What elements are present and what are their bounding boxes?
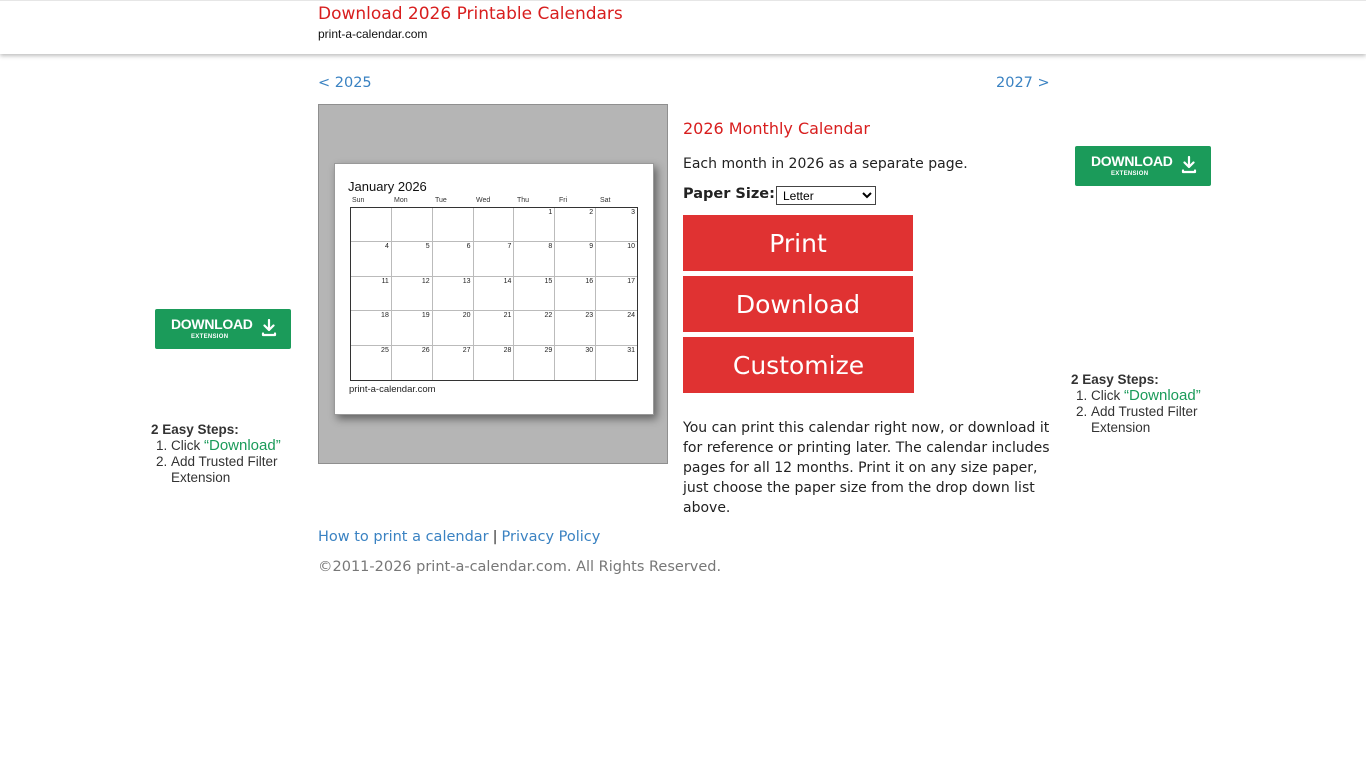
site-name[interactable]: print-a-calendar.com bbox=[318, 27, 428, 41]
prev-year-link[interactable]: < 2025 bbox=[318, 75, 372, 91]
ad-step-quote: “Download” bbox=[1124, 387, 1201, 404]
calendar-day-cell bbox=[433, 242, 474, 276]
ad-step: 2. Add Trusted Filter Extension bbox=[171, 454, 311, 486]
calendar-day-number: 22 bbox=[544, 312, 553, 320]
calendar-day-number: 2 bbox=[589, 209, 594, 216]
next-year-link[interactable]: 2027 > bbox=[996, 75, 1050, 91]
site-header bbox=[0, 0, 1366, 54]
calendar-day-cell bbox=[555, 311, 596, 345]
calendar-day-cell bbox=[514, 346, 555, 380]
ad-button-label: DOWNLOAD bbox=[1091, 153, 1173, 169]
calendar-day-cell bbox=[474, 242, 515, 276]
calendar-day-number: 31 bbox=[627, 346, 635, 354]
paper-size-select[interactable] bbox=[776, 186, 876, 205]
copyright-text: ©2011-2026 print-a-calendar.com. All Rights Reserved. bbox=[318, 559, 722, 575]
calendar-day-cell bbox=[596, 208, 637, 242]
ad-steps bbox=[1071, 372, 1231, 436]
calendar-day-number: 12 bbox=[421, 277, 430, 285]
calendar-day-cell bbox=[433, 208, 474, 242]
calendar-type-title: 2026 Monthly Calendar bbox=[683, 119, 870, 138]
calendar-day-cell bbox=[392, 277, 433, 311]
calendar-day-cell bbox=[514, 242, 555, 276]
calendar-day-number: 26 bbox=[421, 346, 430, 354]
calendar-day-cell bbox=[351, 208, 392, 242]
calendar-day-cell bbox=[474, 346, 515, 380]
customize-button[interactable]: Customize bbox=[683, 337, 914, 393]
calendar-day-cell bbox=[351, 311, 392, 345]
download-extension-ad-button[interactable] bbox=[1075, 146, 1211, 186]
download-arrow-icon bbox=[1181, 156, 1197, 174]
calendar-day-number: 1 bbox=[548, 209, 553, 216]
how-to-print-link[interactable]: How to print a calendar bbox=[318, 529, 489, 545]
calendar-day-cell bbox=[433, 277, 474, 311]
calendar-day-number: 28 bbox=[503, 346, 512, 354]
calendar-day-cell bbox=[514, 277, 555, 311]
calendar-page-footer: print-a-calendar.com bbox=[349, 384, 436, 395]
ad-steps-title: 2 Easy Steps: bbox=[1071, 372, 1159, 387]
calendar-day-cell bbox=[351, 346, 392, 380]
calendar-day-number: 3 bbox=[631, 209, 635, 216]
calendar-day-number: 21 bbox=[503, 312, 512, 320]
calendar-day-number: 20 bbox=[462, 312, 471, 320]
calendar-day-cell bbox=[392, 242, 433, 276]
ad-step bbox=[171, 438, 311, 454]
weekday-label: Thu bbox=[517, 197, 530, 204]
calendar-day-number: 16 bbox=[585, 277, 594, 285]
calendar-day-cell bbox=[555, 208, 596, 242]
calendar-month-title: January 2026 bbox=[348, 179, 427, 194]
ad-steps-list bbox=[1071, 388, 1231, 436]
ad-steps-list bbox=[151, 438, 311, 486]
ad-step-text: Click bbox=[1091, 388, 1124, 403]
calendar-day-number: 17 bbox=[627, 277, 635, 285]
calendar-day-cell bbox=[514, 311, 555, 345]
calendar-day-number: 18 bbox=[381, 312, 389, 320]
calendar-description: Each month in 2026 as a separate page. bbox=[683, 156, 968, 172]
calendar-day-cell bbox=[555, 346, 596, 380]
calendar-day-cell bbox=[596, 242, 637, 276]
weekday-label: Sun bbox=[352, 197, 365, 204]
download-button[interactable]: Download bbox=[683, 276, 913, 332]
calendar-day-number: 25 bbox=[381, 346, 389, 354]
print-button[interactable]: Print bbox=[683, 215, 913, 271]
calendar-day-number: 4 bbox=[384, 243, 389, 251]
calendar-day-cell bbox=[392, 311, 433, 345]
download-extension-ad-button[interactable] bbox=[155, 309, 291, 349]
footer-separator: | bbox=[492, 529, 498, 545]
calendar-page-preview bbox=[334, 163, 654, 415]
privacy-policy-link[interactable]: Privacy Policy bbox=[501, 529, 601, 545]
calendar-day-number: 8 bbox=[548, 243, 553, 251]
calendar-info-text: You can print this calendar right now, or download it for reference or printing later. The calendar includes pages for all 12 months. Print it on any size paper, just choose the paper size from the drop down list above. bbox=[683, 420, 1050, 516]
ad-button-label: DOWNLOAD bbox=[171, 316, 253, 332]
calendar-day-cell bbox=[596, 311, 637, 345]
calendar-day-number: 7 bbox=[507, 243, 512, 251]
calendar-day-cell bbox=[474, 277, 515, 311]
ad-step: 2. Add Trusted Filter Extension bbox=[1091, 404, 1231, 436]
calendar-day-cell bbox=[433, 346, 474, 380]
calendar-day-number: 6 bbox=[466, 243, 471, 251]
calendar-day-number: 23 bbox=[585, 312, 594, 320]
calendar-day-number: 19 bbox=[421, 312, 430, 320]
calendar-day-cell bbox=[555, 242, 596, 276]
calendar-day-number: 13 bbox=[462, 277, 471, 285]
calendar-preview bbox=[318, 104, 668, 464]
weekday-label: Wed bbox=[476, 197, 491, 204]
weekday-label: Tue bbox=[435, 197, 447, 204]
calendar-day-number: 5 bbox=[425, 243, 430, 251]
calendar-day-number: 24 bbox=[627, 312, 635, 320]
calendar-day-cell bbox=[555, 277, 596, 311]
calendar-day-number: 10 bbox=[627, 243, 635, 251]
calendar-day-cell bbox=[392, 346, 433, 380]
calendar-day-cell bbox=[514, 208, 555, 242]
calendar-day-number: 9 bbox=[589, 243, 594, 251]
calendar-day-cell bbox=[392, 208, 433, 242]
calendar-day-cell bbox=[351, 242, 392, 276]
paper-size-label: Paper Size: bbox=[683, 186, 775, 202]
calendar-day-cell bbox=[474, 311, 515, 345]
calendar-day-number: 30 bbox=[585, 346, 594, 354]
weekday-label: Sat bbox=[600, 197, 611, 204]
footer-links bbox=[318, 529, 600, 545]
ad-step bbox=[1091, 388, 1231, 404]
page-title[interactable]: Download 2026 Printable Calendars bbox=[318, 4, 623, 24]
weekday-header bbox=[350, 197, 641, 207]
calendar-grid bbox=[350, 207, 638, 381]
calendar-day-cell bbox=[474, 208, 515, 242]
ad-step-text: Click bbox=[171, 438, 204, 453]
calendar-day-number: 14 bbox=[503, 277, 512, 285]
ad-button-sublabel: EXTENSION bbox=[1111, 171, 1149, 177]
calendar-day-number: 27 bbox=[462, 346, 471, 354]
calendar-day-number: 15 bbox=[544, 277, 553, 285]
calendar-day-cell bbox=[596, 346, 637, 380]
calendar-day-number: 29 bbox=[544, 346, 553, 354]
download-arrow-icon bbox=[261, 319, 277, 337]
weekday-label: Fri bbox=[559, 197, 568, 204]
calendar-day-cell bbox=[596, 277, 637, 311]
calendar-day-number: 11 bbox=[381, 277, 389, 285]
ad-button-sublabel: EXTENSION bbox=[191, 334, 229, 340]
weekday-label: Mon bbox=[394, 197, 408, 204]
ad-step-quote: “Download” bbox=[204, 437, 281, 454]
calendar-day-cell bbox=[351, 277, 392, 311]
calendar-day-cell bbox=[433, 311, 474, 345]
ad-steps bbox=[151, 422, 311, 486]
ad-steps-title: 2 Easy Steps: bbox=[151, 422, 239, 437]
